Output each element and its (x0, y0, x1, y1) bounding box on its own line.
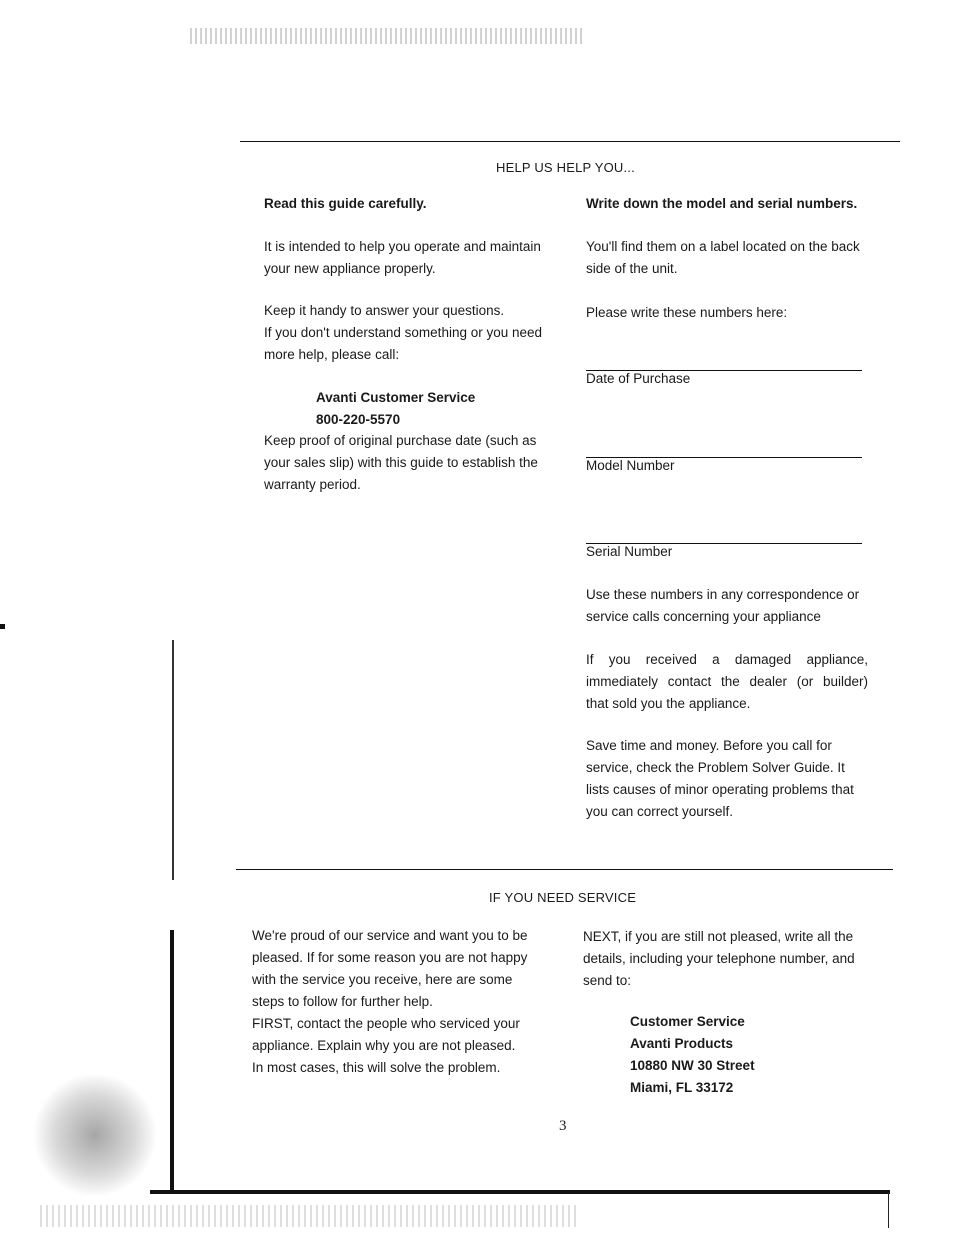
left-paragraph-2: Keep it handy to answer your questions. If you don't understand something or you need more help, please call: (264, 303, 543, 362)
right-paragraph-2: Please write these numbers here: (586, 305, 788, 320)
scan-artifact-top (190, 28, 585, 44)
scan-artifact-bottom-noise (40, 1205, 580, 1227)
right-paragraph-5: Save time and money. Before you call for service, check the Problem Solver Guide. It lists causes of minor operating problems that you can correct yourself. (586, 738, 854, 819)
model-number-label: Model Number (586, 458, 675, 473)
contact-phone: 800-220-5570 (316, 412, 401, 427)
scan-artifact-corner-bracket (884, 1192, 889, 1228)
scan-artifact-bottom-left (30, 1075, 160, 1195)
left-heading: Read this guide carefully. (264, 196, 427, 211)
scan-artifact-left-bar (172, 640, 174, 880)
help-section-title: HELP US HELP YOU... (496, 160, 635, 175)
middle-rule (236, 869, 893, 870)
service-left-paragraph: We're proud of our service and want you to be pleased. If for some reason you are not happy with the service you receive, here are some steps to follow for further help. FIRST, contact the people who serviced your appliance. Explain why you are not pleased. In most cases, this will solve the problem. (252, 928, 528, 1075)
contact-name: Avanti Customer Service (316, 390, 476, 405)
date-of-purchase-label: Date of Purchase (586, 371, 691, 386)
left-paragraph-3: Keep proof of original purchase date (such as your sales slip) with this guide to establish the warranty period. (264, 433, 538, 492)
right-paragraph-4: If you received a damaged appliance, immediately contact the dealer (or builder) that sold you the appliance. (586, 652, 868, 711)
right-paragraph-3: Use these numbers in any correspondence or service calls concerning your appliance (586, 587, 860, 624)
service-address: Customer Service Avanti Products 10880 NW 30 Street Miami, FL 33172 (630, 1014, 755, 1095)
page-number: 3 (559, 1118, 567, 1134)
right-paragraph-1: You'll find them on a label located on the back side of the unit. (586, 239, 860, 276)
scan-artifact-left-bar-2 (170, 930, 174, 1192)
scan-artifact-dot (0, 624, 5, 629)
customer-service-contact (316, 387, 475, 431)
top-rule (240, 141, 900, 142)
left-paragraph-1: It is intended to help you operate and maintain your new appliance properly. (264, 239, 541, 276)
right-heading: Write down the model and serial numbers. (586, 196, 858, 211)
service-section-title: IF YOU NEED SERVICE (489, 890, 637, 905)
serial-number-label: Serial Number (586, 544, 673, 559)
service-right-intro: NEXT, if you are still not pleased, write all the details, including your telephone number, and send to: (583, 929, 855, 988)
scan-artifact-bottom-bar (150, 1190, 890, 1194)
